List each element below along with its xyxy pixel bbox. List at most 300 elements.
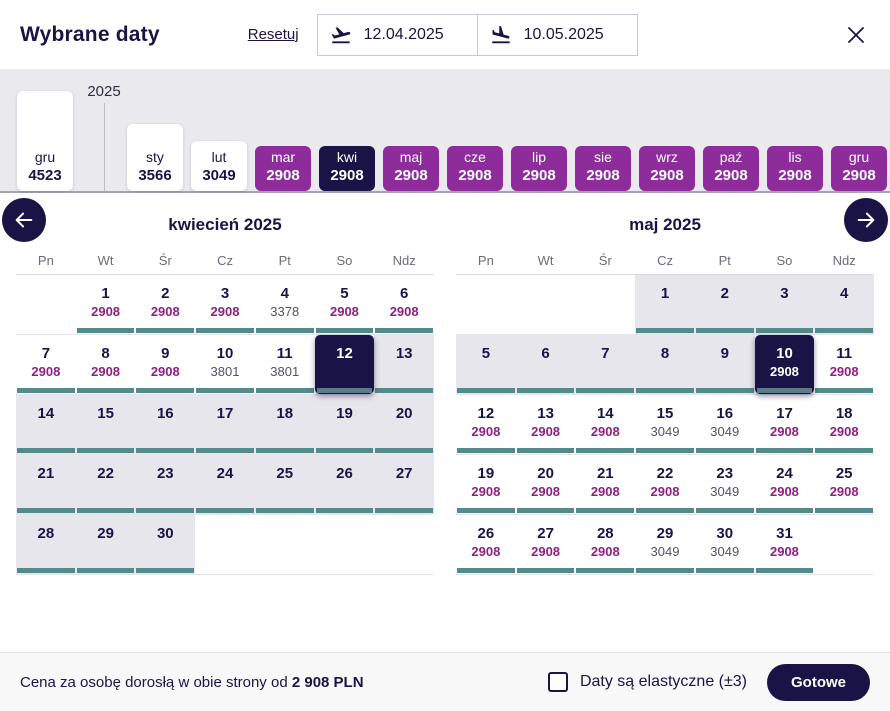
day-number: 15 [97,405,114,422]
day-cell-18[interactable] [255,395,315,454]
availability-bar [517,568,575,573]
month-tile-price: 2908 [522,167,556,184]
month-tile-maj[interactable] [383,146,439,191]
availability-bar [136,448,194,453]
availability-bar [457,568,515,573]
availability-bar [815,328,873,333]
day-price: 3378 [270,304,300,319]
weekday-label: So [336,253,353,268]
day-cell-22[interactable] [635,455,695,514]
weekday-label: Ndz [832,253,856,268]
price-summary-label: Cena za osobę dorosłą w obie strony od [20,673,288,691]
week-row [16,395,434,455]
month-tile-sie[interactable] [575,146,631,191]
month-tile-paź[interactable] [703,146,759,191]
month-tile-price: 2908 [778,167,812,184]
month-tile-mar[interactable] [255,146,311,191]
day-number: 14 [596,405,614,422]
day-cell-11[interactable] [255,335,315,394]
weekday-label: Śr [598,253,612,268]
previous-month-button[interactable] [2,198,46,242]
empty-cell [374,515,434,574]
day-price: 2908 [91,364,121,379]
day-cell-14[interactable] [16,395,76,454]
day-price: 2908 [531,544,561,559]
availability-bar [375,388,433,393]
day-number: 17 [216,405,234,422]
month-tile-price: 2908 [330,167,364,184]
day-cell-2[interactable] [135,275,195,334]
day-price: 2908 [769,484,799,499]
availability-bar [696,388,754,393]
empty-cell [315,515,375,574]
empty-cell [456,275,516,334]
day-cell-15[interactable] [76,395,136,454]
month-tile-kwi[interactable] [319,146,375,191]
weekday-label: Wt [97,253,114,268]
day-cell-22[interactable] [76,455,136,514]
empty-cell [195,515,255,574]
week-row [456,275,874,335]
day-cell-16[interactable] [695,395,755,454]
day-cell-8[interactable] [76,335,136,394]
day-number: 29 [656,525,674,542]
day-number: 16 [716,405,734,422]
availability-bar [457,448,515,453]
month-tile-label: mar [270,149,296,165]
day-price: 2908 [650,484,680,499]
price-summary-value: 2 908 PLN [291,673,364,691]
day-number: 7 [601,345,610,362]
day-price: 2908 [210,304,240,319]
day-number: 10 [216,345,234,362]
day-number: 30 [716,525,734,542]
day-cell-10[interactable] [755,335,815,394]
week-row [16,275,434,335]
day-cell-11[interactable] [814,335,874,394]
month-tile-label: sie [594,149,612,165]
day-cell-28[interactable] [16,515,76,574]
availability-bar [457,388,515,393]
availability-bar [136,508,194,513]
next-month-button[interactable] [844,198,888,242]
availability-bar [636,568,694,573]
week-row [16,335,434,395]
day-price: 2908 [590,484,620,499]
arrow-right-icon [855,209,877,231]
day-number: 3 [780,285,789,302]
day-price: 2908 [769,544,799,559]
availability-bar [815,388,873,393]
day-cell-21[interactable] [575,455,635,514]
availability-bar [136,388,194,393]
day-cell-19[interactable] [315,395,375,454]
day-number: 20 [537,465,554,482]
empty-cell [516,275,576,334]
day-cell-26[interactable] [456,515,516,574]
availability-bar [317,388,373,393]
day-cell-14[interactable] [575,395,635,454]
calendar-april [16,193,434,575]
day-cell-5[interactable] [456,335,516,394]
day-number: 23 [156,465,174,482]
availability-bar [757,388,813,393]
day-cell-20[interactable] [516,455,576,514]
weekday-label: So [776,253,793,268]
day-number: 27 [537,525,554,542]
day-cell-1[interactable] [635,275,695,334]
day-cell-6[interactable] [516,335,576,394]
day-number: 26 [336,465,353,482]
day-cell-26[interactable] [315,455,375,514]
price-summary [20,674,364,691]
availability-bar [316,508,374,513]
empty-cell [16,275,76,334]
year-label: 2025 [87,83,121,100]
month-tile-label: cze [464,149,486,165]
day-number: 15 [656,405,674,422]
day-price: 3049 [710,544,740,559]
availability-bar [77,328,135,333]
availability-bar [517,388,575,393]
day-price: 2908 [150,304,180,319]
day-cell-24[interactable] [195,455,255,514]
empty-cell [814,515,874,574]
day-price: 3049 [710,484,740,499]
month-tile-price: 2908 [842,167,876,184]
week-row [456,455,874,515]
day-price: 2908 [829,484,859,499]
availability-bar [375,448,433,453]
day-number: 11 [836,345,853,362]
day-price: 2908 [150,364,180,379]
day-number: 20 [395,405,413,422]
calendar-title: kwiecień 2025 [168,215,282,234]
day-number: 13 [537,405,554,422]
month-tile-price: 2908 [714,167,748,184]
day-cell-15[interactable] [635,395,695,454]
day-cell-24[interactable] [755,455,815,514]
month-tile-cze[interactable] [447,146,503,191]
flexible-dates-label: Daty są elastyczne (±3) [579,673,747,690]
availability-bar [136,568,194,573]
day-number: 12 [477,405,495,422]
availability-bar [17,448,75,453]
month-tile-price: 4523 [28,167,62,184]
reset-link[interactable]: Resetuj [247,26,299,43]
weekday-label: Ndz [392,253,416,268]
day-price: 3801 [210,364,240,379]
day-number: 1 [660,285,670,302]
month-tile-label: paź [719,149,743,165]
weekday-header [16,253,434,275]
availability-bar [77,568,135,573]
availability-bar [576,388,634,393]
header [0,0,890,69]
close-icon[interactable] [843,22,869,48]
availability-bar [576,448,634,453]
day-number: 28 [37,525,55,542]
availability-bar [756,508,814,513]
day-cell-17[interactable] [755,395,815,454]
day-cell-25[interactable] [814,455,874,514]
availability-bar [636,388,694,393]
availability-bar [17,568,75,573]
day-number: 4 [840,285,849,302]
day-cell-20[interactable] [374,395,434,454]
done-button[interactable]: Gotowe [767,664,870,701]
return-date-value: 10.05.2025 [523,25,604,43]
day-cell-29[interactable] [635,515,695,574]
day-cell-23[interactable] [135,455,195,514]
day-cell-9[interactable] [135,335,195,394]
day-cell-21[interactable] [16,455,76,514]
day-number: 14 [37,405,55,422]
day-cell-10[interactable] [195,335,255,394]
day-number: 3 [220,285,230,302]
availability-bar [256,508,314,513]
availability-bar [196,448,254,453]
empty-cell [255,515,315,574]
day-number: 26 [477,525,495,542]
month-tile-label: sty [146,149,164,165]
day-cell-23[interactable] [695,455,755,514]
day-cell-30[interactable] [695,515,755,574]
day-number: 1 [101,285,110,302]
weekday-label: Pn [37,253,54,268]
availability-bar [375,508,433,513]
month-tile-price: 3049 [202,167,236,184]
day-number: 24 [216,465,234,482]
day-number: 22 [656,465,674,482]
weekday-label: Pt [718,253,731,268]
day-cell-18[interactable] [814,395,874,454]
weeks-grid [456,275,874,575]
day-price: 2908 [471,484,501,499]
day-cell-5[interactable] [315,275,375,334]
footer [0,652,890,711]
page-title: Wybrane daty [20,22,160,46]
month-tile-label: kwi [336,149,358,165]
day-cell-2[interactable] [695,275,755,334]
month-tile-label: gru [34,149,56,165]
day-price: 2908 [91,304,121,319]
day-cell-7[interactable] [575,335,635,394]
flight-takeoff-icon [330,24,352,46]
day-number: 13 [395,345,413,362]
week-row [16,455,434,515]
day-cell-19[interactable] [456,455,516,514]
day-number: 19 [477,465,495,482]
year-divider-line [104,103,105,191]
weekday-label: Cz [657,253,673,268]
calendar-may [456,193,874,575]
availability-bar [77,388,135,393]
day-cell-8[interactable] [635,335,695,394]
availability-bar [756,448,814,453]
weekday-label: Cz [217,253,233,268]
return-date-field[interactable] [477,14,638,56]
day-number: 6 [541,345,550,362]
availability-bar [256,388,314,393]
availability-bar [815,508,873,513]
day-number: 10 [776,345,793,362]
day-cell-30[interactable] [135,515,195,574]
availability-bar [517,508,575,513]
month-strip [0,69,890,193]
month-tile-label: wrz [656,149,678,165]
day-cell-31[interactable] [755,515,815,574]
day-number: 27 [395,465,413,482]
weeks-grid [16,275,434,575]
departure-date-value: 12.04.2025 [363,25,444,43]
month-tile-lis[interactable] [767,146,823,191]
weekday-header [456,253,874,275]
day-number: 16 [156,405,174,422]
day-cell-7[interactable] [16,335,76,394]
day-price: 2908 [531,484,561,499]
day-number: 11 [276,345,293,362]
day-price: 2908 [329,304,359,319]
availability-bar [316,448,374,453]
availability-bar [77,508,135,513]
day-cell-9[interactable] [695,335,755,394]
day-price: 2908 [31,364,61,379]
empty-cell [575,275,635,334]
day-cell-28[interactable] [575,515,635,574]
day-cell-3[interactable] [195,275,255,334]
day-number: 24 [776,465,793,482]
day-number: 19 [336,405,353,422]
month-tile-lut[interactable] [191,141,247,191]
week-row [456,395,874,455]
month-tile-price: 2908 [586,167,620,184]
day-cell-27[interactable] [374,455,434,514]
day-number: 18 [835,405,853,422]
availability-bar [77,448,135,453]
day-number: 30 [156,525,174,542]
day-number: 12 [336,345,353,362]
day-price: 3049 [710,424,740,439]
day-cell-6[interactable] [374,275,434,334]
day-number: 6 [400,285,409,302]
day-price: 2908 [590,544,620,559]
calendar-title: maj 2025 [629,215,701,234]
day-price: 2908 [389,304,419,319]
month-tile-label: gru [848,149,870,165]
month-tile-price: 2908 [458,167,492,184]
day-number: 2 [161,285,170,302]
flexible-dates-checkbox[interactable] [548,672,568,692]
month-tile-sty[interactable] [127,124,183,191]
weekday-label: Pt [278,253,291,268]
availability-bar [256,448,314,453]
availability-bar [696,328,754,333]
month-tile-gru[interactable] [831,146,887,191]
day-number: 17 [776,405,793,422]
week-row [456,335,874,395]
month-tile-label: lip [531,149,546,165]
day-number: 2 [720,285,729,302]
day-number: 23 [716,465,734,482]
day-cell-3[interactable] [755,275,815,334]
availability-bar [196,508,254,513]
availability-bar [17,388,75,393]
availability-bar [457,508,515,513]
day-number: 9 [161,345,170,362]
day-number: 5 [340,285,349,302]
availability-bar [576,568,634,573]
availability-bar [316,328,374,333]
day-number: 18 [276,405,294,422]
day-cell-4[interactable] [814,275,874,334]
day-number: 22 [97,465,114,482]
availability-bar [815,448,873,453]
availability-bar [756,568,814,573]
day-cell-16[interactable] [135,395,195,454]
day-number: 29 [97,525,114,542]
availability-bar [576,508,634,513]
availability-bar [196,328,254,333]
day-number: 31 [776,525,793,542]
availability-bar [696,508,754,513]
day-number: 7 [41,345,51,362]
day-cell-12[interactable] [456,395,516,454]
day-price: 3801 [270,364,300,379]
day-cell-12[interactable] [315,335,375,394]
departure-date-field[interactable] [317,14,478,56]
week-row [456,515,874,575]
day-number: 5 [481,345,491,362]
month-tile-price: 2908 [394,167,428,184]
month-tile-wrz[interactable] [639,146,695,191]
day-cell-1[interactable] [76,275,136,334]
availability-bar [636,508,694,513]
day-cell-13[interactable] [374,335,434,394]
month-tile-price: 2908 [650,167,684,184]
arrow-left-icon [13,209,35,231]
day-number: 25 [276,465,294,482]
day-cell-27[interactable] [516,515,576,574]
day-cell-13[interactable] [516,395,576,454]
day-number: 25 [835,465,853,482]
availability-bar [136,328,194,333]
footer-actions [548,664,870,701]
day-number: 8 [660,345,670,362]
availability-bar [756,328,814,333]
day-price: 2908 [829,364,859,379]
day-cell-17[interactable] [195,395,255,454]
day-price: 2908 [769,364,799,379]
availability-bar [696,568,754,573]
month-tile-gru[interactable] [17,91,73,191]
day-cell-4[interactable] [255,275,315,334]
availability-bar [696,448,754,453]
day-number: 21 [596,465,614,482]
day-cell-29[interactable] [76,515,136,574]
weekday-label: Wt [537,253,554,268]
year-divider [81,67,127,191]
day-cell-25[interactable] [255,455,315,514]
day-number: 4 [280,285,289,302]
date-inputs [317,14,638,56]
month-tile-lip[interactable] [511,146,567,191]
day-price: 2908 [471,544,501,559]
day-number: 9 [720,345,729,362]
calendar-area [0,193,890,652]
day-price: 2908 [531,424,561,439]
day-number: 21 [37,465,55,482]
